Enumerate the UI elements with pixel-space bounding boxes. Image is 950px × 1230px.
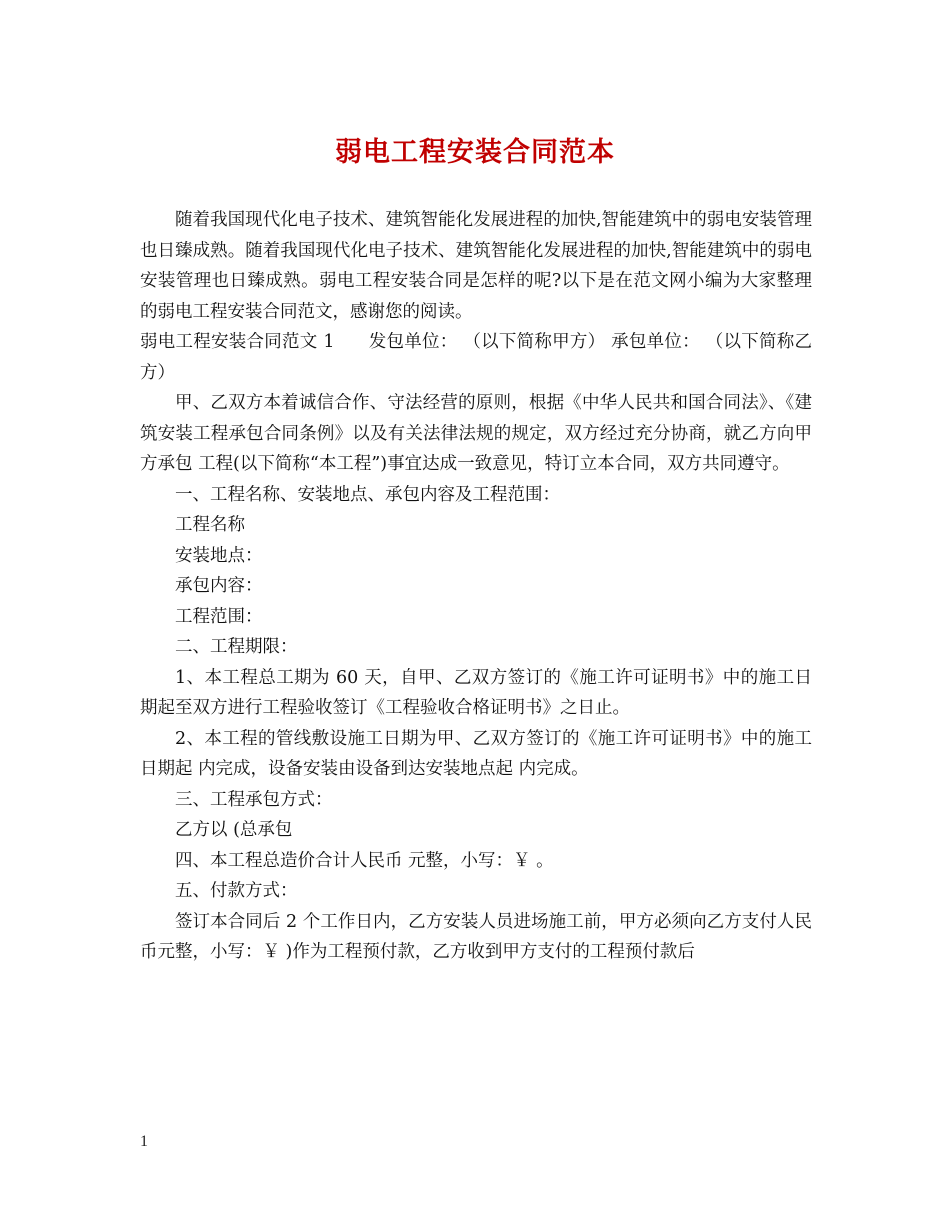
contract-method: 乙方以 (总承包 [175,820,293,840]
section2-heading: 二、工程期限： [175,637,298,657]
document-title: 弱电工程安装合同范本 [335,137,615,168]
page-number: 1 [140,1133,148,1150]
section4-heading: 四、本工程总造价合计人民币 元整，小写：￥ 。 [175,850,554,871]
sample-heading: 弱电工程安装合同范文 1 [140,332,335,352]
section1-heading: 一、工程名称、安装地点、承包内容及工程范围： [175,484,560,505]
section3-heading: 三、工程承包方式： [175,789,333,810]
sample-line [140,327,812,388]
project-scope-field: 工程范围： [175,606,263,627]
project-name-field: 工程名称 [175,515,245,535]
payment-paragraph: 签订本合同后 2 个工作日内，乙方安装人员进场施工前，甲方必须向乙方支付人民币元整，小写：￥ )作为工程预付款，乙方收到甲方支付的工程预付款后 [140,911,812,962]
contract-content-field: 承包内容： [175,576,263,596]
section5-heading: 五、付款方式： [175,881,298,901]
term-item-1: 1、本工程总工期为 60 天，自甲、乙双方签订的《施工许可证明书》中的施工日期起至双方进行工程验收签订《工程验收合格证明书》之日止。 [140,667,812,718]
install-location-field: 安装地点： [175,545,263,566]
term-item-2: 2、本工程的管线敷设施工日期为甲、乙双方签订的《施工许可证明书》中的施工日期起 内完成，设备安装由设备到达安装地点起 内完成。 [140,728,812,779]
intro-paragraph: 随着我国现代化电子技术、建筑智能化发展进程的加快,智能建筑中的弱电安装管理也日臻成熟。随着我国现代化电子技术、建筑智能化发展进程的加快,智能建筑中的弱电安装管理也日臻成熟。弱电工程安装合同是怎样的呢?以下是在范文网小编为大家整理的弱电工程安装合同范文，感谢您的阅读。 [140,210,812,322]
preamble-paragraph: 甲、乙双方本着诚信合作、守法经营的原则，根据《中华人民共和国合同法》、《建筑安装工程承包合同条例》以及有关法律法规的规定，双方经过充分协商，就乙方向甲方承包 工程(以下简称“本工程”)事宜达成一致意见，特订立本合同，双方共同遵守。 [140,393,812,474]
document-body [140,205,812,968]
parties-text: 发包单位： （以下简称甲方） 承包单位： （以下简称乙方） [140,332,812,383]
